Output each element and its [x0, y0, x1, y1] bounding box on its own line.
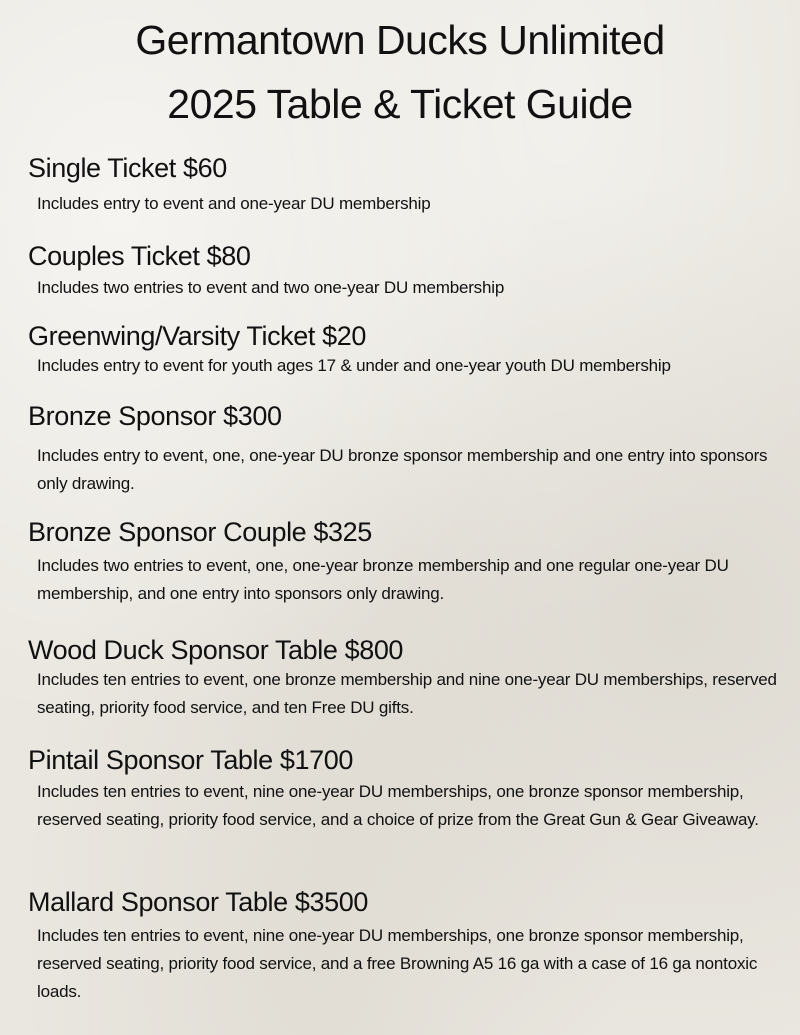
tier-name: Greenwing/Varsity Ticket $20 [28, 321, 366, 351]
tier-description: Includes entry to event, one, one-year DU bronze sponsor membership and one entry into sponsors only drawing. [37, 446, 768, 493]
tier-description: Includes ten entries to event, nine one-year DU memberships, one bronze sponsor membership, reserved seating, priority food service, and a choice of prize from the Great Gun & Gear Giveaway. [37, 782, 759, 829]
tier-name: Mallard Sponsor Table $3500 [28, 887, 368, 917]
tier-description: Includes entry to event and one-year DU membership [37, 194, 431, 213]
tier-name: Single Ticket $60 [28, 153, 227, 183]
tier-description: Includes ten entries to event, one bronze membership and nine one-year DU memberships, reserved seating, priority food service, and ten Free DU gifts. [37, 670, 777, 717]
page-title [0, 0, 800, 136]
tier-description: Includes two entries to event and two one-year DU membership [37, 278, 505, 297]
tier-name: Couples Ticket $80 [28, 241, 251, 271]
title-line-organization: Germantown Ducks Unlimited [135, 17, 665, 63]
tier-name: Bronze Sponsor Couple $325 [28, 517, 372, 547]
tier-description: Includes ten entries to event, nine one-year DU memberships, one bronze sponsor membership, reserved seating, priority food service, and a free Browning A5 16 ga with a case of 16 ga nontoxic loads. [37, 926, 758, 1001]
tier-name: Bronze Sponsor $300 [28, 401, 282, 431]
tier-description: Includes two entries to event, one, one-year bronze membership and one regular one-year DU membership, and one entry into sponsors only drawing. [37, 556, 729, 603]
tier-name: Wood Duck Sponsor Table $800 [28, 635, 404, 665]
tier-description: Includes entry to event for youth ages 17 & under and one-year youth DU membership [37, 356, 671, 375]
title-line-guide: 2025 Table & Ticket Guide [167, 81, 633, 127]
tier-name: Pintail Sponsor Table $1700 [28, 745, 353, 775]
